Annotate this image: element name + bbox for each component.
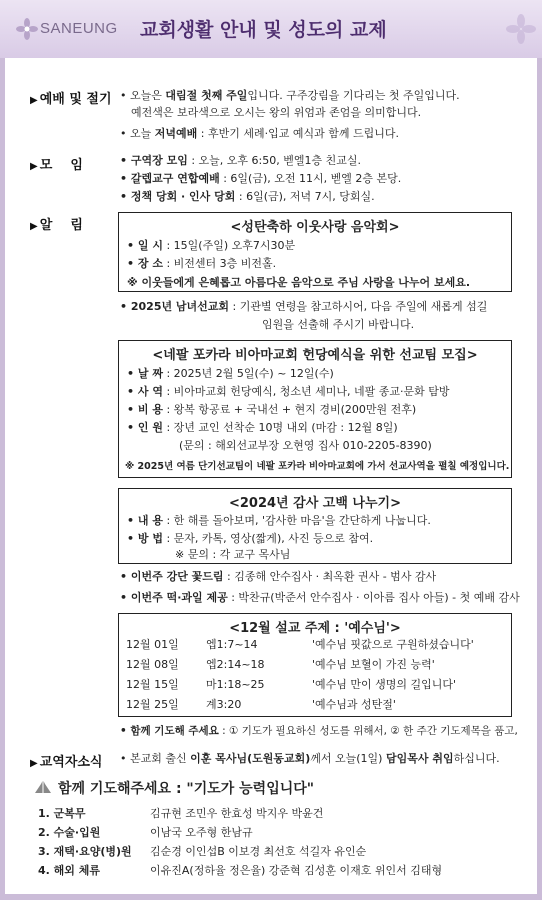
text-bold: • 인 원 [127, 421, 163, 434]
text: : 기관별 연령을 참고하시어, 다음 주일에 새롭게 섬길 [229, 300, 488, 313]
prayer-label: 2. 수술·입원 [38, 826, 101, 839]
text: : 오늘, 오후 6:50, 벧엘1층 친교실. [187, 154, 361, 167]
nepal-row [127, 383, 450, 399]
nepal-row [127, 419, 398, 435]
text: : 문자, 카톡, 영상(짧게), 사진 등으로 참여. [162, 532, 374, 545]
text: • 오늘 [120, 127, 155, 140]
text-bold: • 일 시 [127, 239, 163, 252]
concert-place [127, 255, 276, 271]
sermon-topic: '예수님과 성탄절' [312, 698, 396, 711]
header-banner [0, 0, 542, 58]
flower-logo-icon [16, 18, 38, 40]
text-bold: • 장 소 [127, 257, 163, 270]
sermon-date: 12월 08일 [126, 658, 179, 671]
prayer-names: 김순경 이인섭B 이보경 최선호 석길자 유인순 [150, 845, 367, 858]
text-bold: 대림절 첫째 주일 [165, 89, 248, 102]
sermon-date: 12월 15일 [126, 678, 179, 691]
text-bold: • 함께 기도해 주세요 [120, 725, 219, 737]
text: • 본교회 출신 [120, 752, 191, 765]
text: : 왕복 항공료 + 국내선 + 현지 경비(200만원 전후) [162, 403, 417, 416]
nepal-contact: (문의 : 해외선교부장 오현영 집사 010-2205-8390) [179, 439, 432, 452]
triangle-bullet-icon: ▶ [30, 95, 38, 106]
text-bold: • 방 법 [127, 532, 163, 545]
nepal-note: ※ 2025년 여름 단기선교팀이 네팔 포카라 비아마교회에 가서 선교사역을 펼칠 예정입니다. [125, 461, 510, 472]
text-bold: • 내 용 [127, 514, 163, 527]
nepal-row [127, 401, 416, 417]
text-bold: 저녁예배 [154, 127, 198, 140]
section-label: 교역자소식 [39, 755, 103, 770]
sermon-verse: 마1:18~25 [206, 678, 265, 691]
meeting-item [120, 152, 361, 169]
meeting-item [120, 188, 375, 205]
text-bold: • 사 역 [127, 385, 163, 398]
worship-line-1 [120, 87, 460, 104]
triangle-bullet-icon: ▶ [30, 221, 38, 232]
praying-hands-icon [32, 778, 54, 796]
text: : 비아마교회 헌당예식, 청소년 세미나, 네팔 종교·문화 탐방 [162, 385, 450, 398]
triangle-bullet-icon: ▶ [30, 758, 38, 769]
thanks-box [118, 488, 512, 564]
sermon-verse: 엡1:7~14 [206, 638, 258, 651]
section-label: 알 림 [39, 218, 83, 233]
text: : 15일(주일) 오후7시30분 [162, 239, 296, 252]
sermon-title: <12월 설교 주제 : '예수님'> [229, 621, 401, 636]
text-bold: • 2025년 남녀선교회 [120, 300, 230, 313]
prayer-label: 3. 재택·요양(병)원 [38, 845, 132, 858]
transfer-line [120, 750, 500, 767]
sermon-date: 12월 01일 [126, 638, 179, 651]
triangle-bullet-icon: ▶ [30, 161, 38, 172]
prayer-label: 1. 군복무 [38, 807, 86, 820]
worship-line-3 [120, 125, 399, 142]
text: • 오늘은 [120, 89, 166, 102]
text-bold: • 구역장 모임 [120, 154, 188, 167]
missionary-line-2: 임원을 선출해 주시기 바랍니다. [262, 318, 415, 331]
section-label: 예배 및 절기 [39, 92, 112, 107]
section-transfer [30, 751, 103, 770]
sermon-topic: '예수님 만이 생명의 길입니다' [312, 678, 457, 691]
rice-line [120, 589, 520, 606]
thanks-contact: ※ 문의 : 각 교구 목사님 [175, 548, 291, 561]
text-bold: • 정책 당회 · 인사 당회 [120, 190, 236, 203]
text-bold: 이훈 목사님(도원동교회) [190, 752, 311, 765]
page-title: 교회생활 안내 및 성도의 교제 [140, 19, 387, 41]
section-meeting [30, 154, 83, 173]
text: : 한 해를 돌아보며, '감사한 마음'을 간단하게 나눕니다. [162, 514, 431, 527]
meeting-item [120, 170, 401, 187]
section-worship [30, 88, 112, 107]
text: : 6일(금), 오전 11시, 벧엘 2층 본당. [219, 172, 402, 185]
text: : 2025년 2월 5일(수) ~ 12일(수) [162, 367, 334, 380]
text-bold: • 날 짜 [127, 367, 163, 380]
text: : 후반기 세례·입교 예식과 함께 드립니다. [197, 127, 399, 140]
concert-title: <성탄축하 이웃사랑 음악회> [230, 220, 400, 235]
nepal-box [118, 340, 512, 478]
text-bold: • 비 용 [127, 403, 163, 416]
nepal-title: <네팔 포카라 비아마교회 헌당예식을 위한 선교팀 모집> [152, 348, 478, 363]
concert-box [118, 212, 512, 292]
text-bold: • 이번주 강단 꽃드림 [120, 570, 224, 583]
text: : 김종해 안수집사 · 최옥환 권사 - 범사 감사 [223, 570, 437, 583]
nepal-row [127, 365, 334, 381]
sermon-verse: 엡2:14~18 [206, 658, 265, 671]
prayer-names: 이유진A(정하율 정은율) 강준혁 김성훈 이재호 위인서 김태형 [150, 864, 443, 877]
text-bold: • 갈렙교구 연합예배 [120, 172, 220, 185]
text: : 6일(금), 저녁 7시, 당회실. [235, 190, 375, 203]
prayer-title: 함께 기도해주세요 : "기도가 능력입니다" [58, 781, 315, 797]
sermon-verse: 계3:20 [206, 698, 242, 711]
sermon-topic: '예수님 보혈이 가진 능력' [312, 658, 435, 671]
text: : 박찬규(박준서 안수집사 · 이아름 집사 아들) - 첫 예배 감사 [227, 591, 520, 604]
section-label: 모 임 [39, 158, 83, 173]
thanks-title: <2024년 감사 고백 나누기> [228, 496, 401, 511]
brand-name: SANEUNG [40, 20, 118, 37]
text: : 비전센터 3층 비전홀. [162, 257, 277, 270]
thanks-row [127, 530, 373, 546]
prayer-request-line [120, 723, 518, 740]
missionary-line-1 [120, 298, 487, 315]
concert-date [127, 237, 295, 253]
concert-note: ※ 이웃들에게 은혜롭고 아름다운 음악으로 주님 사랑을 나누어 보세요. [127, 276, 471, 289]
text: 께서 오늘(1일) [310, 752, 386, 765]
text-bold: 담임목사 취임 [385, 752, 454, 765]
flower-decoration-icon [506, 14, 536, 44]
section-notice [30, 214, 83, 233]
text: : 장년 교인 선착순 10명 내외 (마감 : 12월 8일) [162, 421, 398, 434]
text: : ① 기도가 필요하신 성도를 위해서, ② 한 주간 기도제목을 품고, [218, 725, 518, 737]
prayer-names: 김규현 조민우 한효성 박지우 박윤건 [150, 807, 324, 820]
text: 입니다. 구주강림을 기다리는 첫 주일입니다. [247, 89, 460, 102]
prayer-names: 이남국 오주형 한남규 [150, 826, 253, 839]
sermon-date: 12월 25일 [126, 698, 179, 711]
worship-line-2: 예전색은 보라색으로 오시는 왕의 위엄과 존엄을 의미합니다. [131, 106, 422, 119]
thanks-row [127, 512, 431, 528]
sermon-topic: '예수님 핏값으로 구원하셨습니다' [312, 638, 474, 651]
flowers-line [120, 568, 436, 585]
prayer-label: 4. 해외 체류 [38, 864, 100, 877]
text-bold: • 이번주 떡·과일 제공 [120, 591, 228, 604]
text: 하십니다. [453, 752, 500, 765]
